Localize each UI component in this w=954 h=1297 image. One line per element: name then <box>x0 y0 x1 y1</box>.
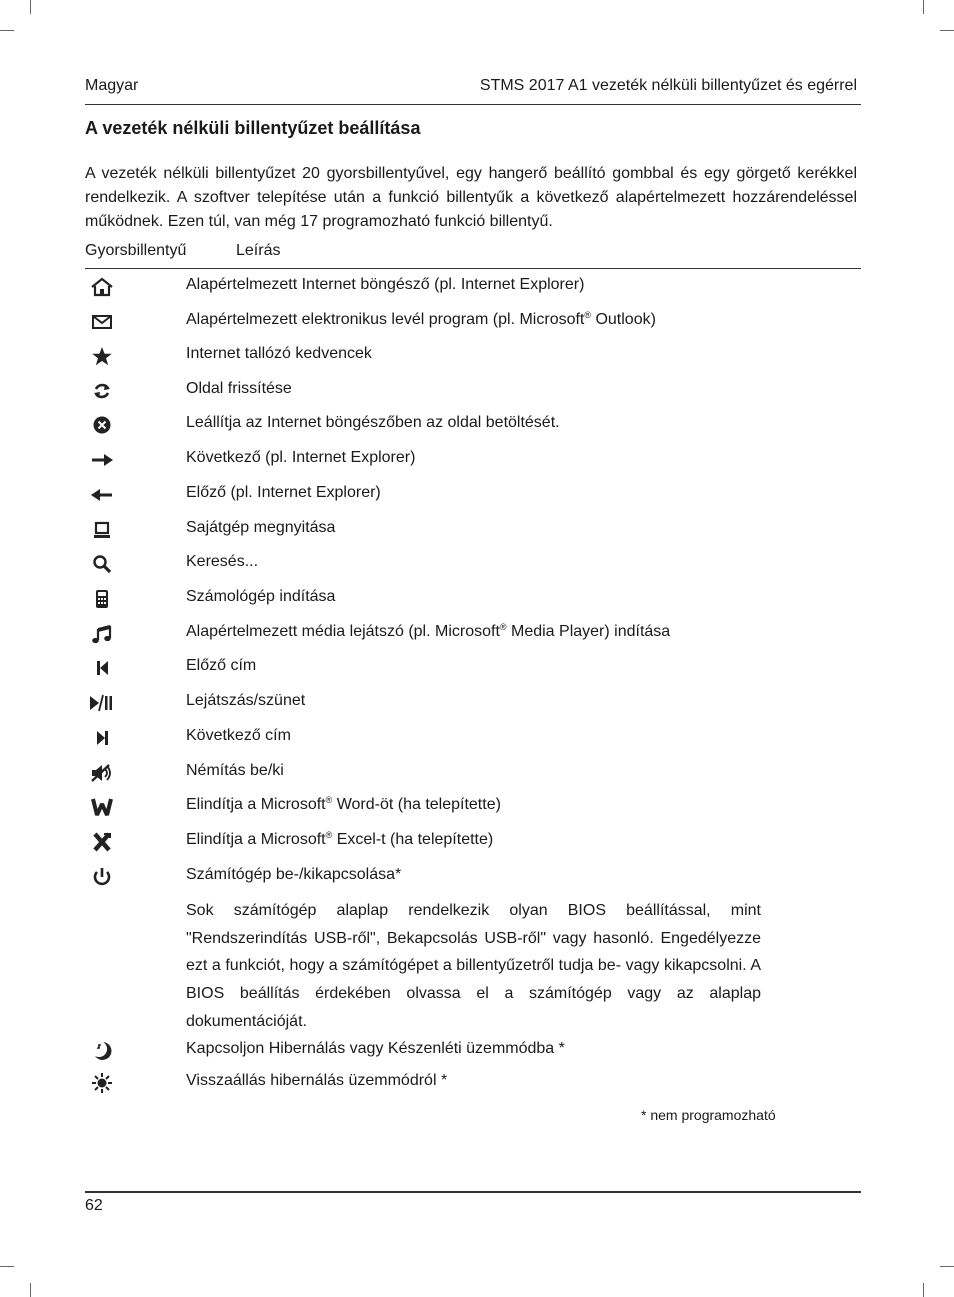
hotkey-row <box>85 793 861 819</box>
crop-mark <box>30 0 31 14</box>
crop-mark <box>923 0 924 14</box>
hotkey-description: Következő cím <box>186 727 291 744</box>
hotkey-row <box>85 585 861 611</box>
music-note-icon <box>89 623 115 645</box>
footnote: * nem programozható <box>641 1107 776 1123</box>
hotkey-row <box>85 377 861 403</box>
hotkey-description: Leállítja az Internet böngészőben az oldal betöltését. <box>186 414 560 431</box>
hotkey-description: Előző cím <box>186 657 257 674</box>
hotkey-row <box>85 446 861 472</box>
back-arrow-icon <box>89 484 115 506</box>
hotkey-description: Sajátgép megnyitása <box>186 519 336 536</box>
crop-mark <box>923 1283 924 1297</box>
mail-icon <box>89 311 115 333</box>
hotkey-description: Internet tallózó kedvencek <box>186 345 372 362</box>
word-icon <box>89 796 115 818</box>
search-icon <box>89 553 115 575</box>
hotkey-description: Előző (pl. Internet Explorer) <box>186 484 381 501</box>
next-track-icon <box>89 727 115 749</box>
crop-mark <box>940 1266 954 1267</box>
play-pause-icon <box>89 692 115 714</box>
header-rule <box>85 104 861 105</box>
hotkey-row <box>85 620 861 646</box>
header-product-title: STMS 2017 A1 vezeték nélküli billentyűzet és egérrel <box>479 77 857 94</box>
power-note: Sok számítógép alaplap rendelkezik olyan BIOS beállítással, mint "Rendszerindítás USB-ről", Bekapcsolás USB-ről" vagy hasonló. Engedélyezze ezt a funkciót, hogy a számítógépet a billentyűzetről tudja be- vagy kikapcsolni. A BIOS beállítás érdekében olvassa el a számítógép vagy az alaplap dokumentációját. <box>186 902 761 1030</box>
hotkey-row <box>85 342 861 368</box>
hotkey-row <box>85 516 861 542</box>
previous-track-icon <box>89 657 115 679</box>
footer-rule <box>85 1191 861 1193</box>
calculator-icon <box>89 588 115 610</box>
hotkey-row <box>85 308 861 334</box>
page-number: 62 <box>85 1197 103 1214</box>
hotkey-description: Elindítja a Microsoft® Excel-t (ha telepítette) <box>186 830 494 848</box>
hotkey-row <box>85 481 861 507</box>
hotkey-description: Alapértelmezett Internet böngésző (pl. Internet Explorer) <box>186 276 585 293</box>
registered-mark: ® <box>499 622 507 632</box>
hotkey-description: Következő (pl. Internet Explorer) <box>186 449 416 466</box>
hotkey-description: Elindítja a Microsoft® Word-öt (ha telepítette) <box>186 795 501 813</box>
registered-mark: ® <box>325 830 333 840</box>
hotkey-row <box>85 273 861 299</box>
column-header-hotkey: Gyorsbillentyű <box>85 242 187 259</box>
mute-icon <box>89 762 115 784</box>
hotkey-description: Alapértelmezett média lejátszó (pl. Microsoft® Media Player) indítása <box>186 622 671 640</box>
hotkey-description: Keresés... <box>186 553 259 570</box>
registered-mark: ® <box>584 310 592 320</box>
crop-mark <box>940 30 954 31</box>
hotkey-row <box>85 828 861 854</box>
hotkey-row <box>85 550 861 576</box>
crop-mark <box>30 1283 31 1297</box>
crop-mark <box>0 1266 14 1267</box>
hotkey-description: Némítás be/ki <box>186 762 284 779</box>
hotkey-row <box>85 759 861 785</box>
hotkey-description: Alapértelmezett elektronikus levél program (pl. Microsoft® Outlook) <box>186 310 656 328</box>
column-header-description: Leírás <box>236 242 281 259</box>
star-icon <box>89 345 115 367</box>
power-icon <box>89 866 115 888</box>
forward-arrow-icon <box>89 449 115 471</box>
hotkey-row <box>85 689 861 715</box>
sleep-moon-icon <box>89 1040 115 1062</box>
hotkey-row <box>85 1037 861 1063</box>
hotkey-description: Oldal frissítése <box>186 380 292 397</box>
hotkey-description: Számológép indítása <box>186 588 336 605</box>
home-icon <box>89 276 115 298</box>
stop-icon <box>89 414 115 436</box>
computer-icon <box>89 519 115 541</box>
hotkey-row <box>85 654 861 680</box>
section-title: A vezeték nélküli billentyűzet beállítása <box>85 118 421 138</box>
table-header-rule <box>85 268 861 269</box>
hotkey-row <box>85 1069 861 1095</box>
hotkey-description: Kapcsoljon Hibernálás vagy Készenléti üzemmódba * <box>186 1040 565 1057</box>
crop-mark <box>0 30 14 31</box>
hotkey-description: Visszaállás hibernálás üzemmódról * <box>186 1072 448 1089</box>
hotkey-row <box>85 724 861 750</box>
registered-mark: ® <box>325 795 333 805</box>
wake-sun-icon <box>89 1072 115 1094</box>
hotkey-description: Számítógép be-/kikapcsolása* <box>186 866 402 883</box>
excel-icon <box>89 831 115 853</box>
hotkey-row <box>85 863 861 889</box>
hotkey-description: Lejátszás/szünet <box>186 692 306 709</box>
header-language: Magyar <box>85 77 139 94</box>
hotkey-row <box>85 411 861 437</box>
refresh-icon <box>89 380 115 402</box>
intro-paragraph: A vezeték nélküli billentyűzet 20 gyorsbillentyűvel, egy hangerő beállító gombbal és egy görgető kerékkel rendelkezik. A szoftver telepítése után a funkció billentyűk a következő alapértelmezett hozzárendeléssel működnek. Ezen túl, van még 17 programozható funkció billentyű. <box>85 165 857 230</box>
